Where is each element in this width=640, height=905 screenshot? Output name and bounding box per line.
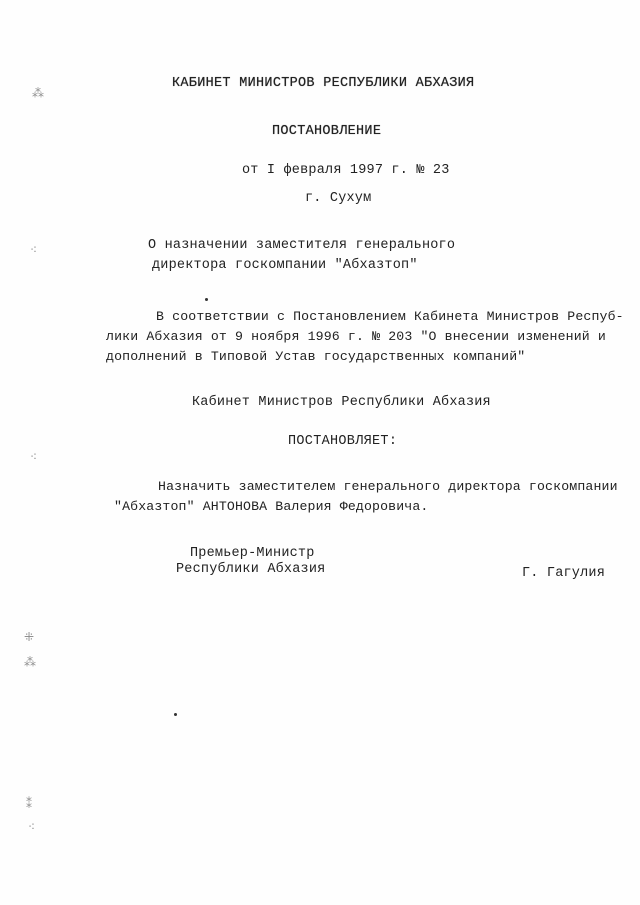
preamble-line-2: лики Абхазия от 9 ноября 1996 г. № 203 "О внесении изменений и (106, 329, 606, 344)
header-organization: КАБИНЕТ МИНИСТРОВ РЕСПУБЛИКИ АБХАЗИЯ (172, 76, 475, 91)
preamble-line-3: дополнений в Типовой Устав государственных компаний" (106, 349, 526, 364)
resolves-heading: ПОСТАНОВЛЯЕТ: (288, 434, 398, 449)
document-city: г. Сухум (305, 191, 372, 206)
order-line-1: Назначить заместителем генерального директора госкомпании (158, 479, 618, 494)
margin-mark-icon: ⁂ (32, 86, 44, 100)
ink-dot (174, 713, 177, 716)
ink-dot (205, 298, 208, 301)
signatory-name: Г. Гагулия (522, 566, 606, 581)
margin-mark-icon: ⁖ (30, 450, 38, 464)
margin-mark-icon: ⁖ (28, 820, 36, 834)
document-type-title: ПОСТАНОВЛЕНИЕ (272, 124, 382, 139)
margin-mark-icon: ⁂ (24, 655, 36, 669)
issuing-body: Кабинет Министров Республики Абхазия (192, 395, 491, 410)
order-line-2: "Абхазтоп" АНТОНОВА Валерия Федоровича. (114, 499, 429, 514)
document-date-number: от I февраля 1997 г. № 23 (242, 163, 450, 178)
margin-mark-icon: ⁜ (24, 630, 35, 644)
preamble-line-1: В соответствии с Постановлением Кабинета Министров Респуб- (156, 309, 624, 324)
margin-mark-icon: ⁖ (30, 243, 38, 257)
subject-line-2: директора госкомпании "Абхазтоп" (152, 258, 418, 273)
signatory-title-line-2: Республики Абхазия (176, 562, 326, 577)
signatory-title-line-1: Премьер-Министр (190, 546, 315, 561)
margin-mark-icon: ⁑ (26, 797, 32, 811)
subject-line-1: О назначении заместителя генерального (148, 238, 456, 253)
